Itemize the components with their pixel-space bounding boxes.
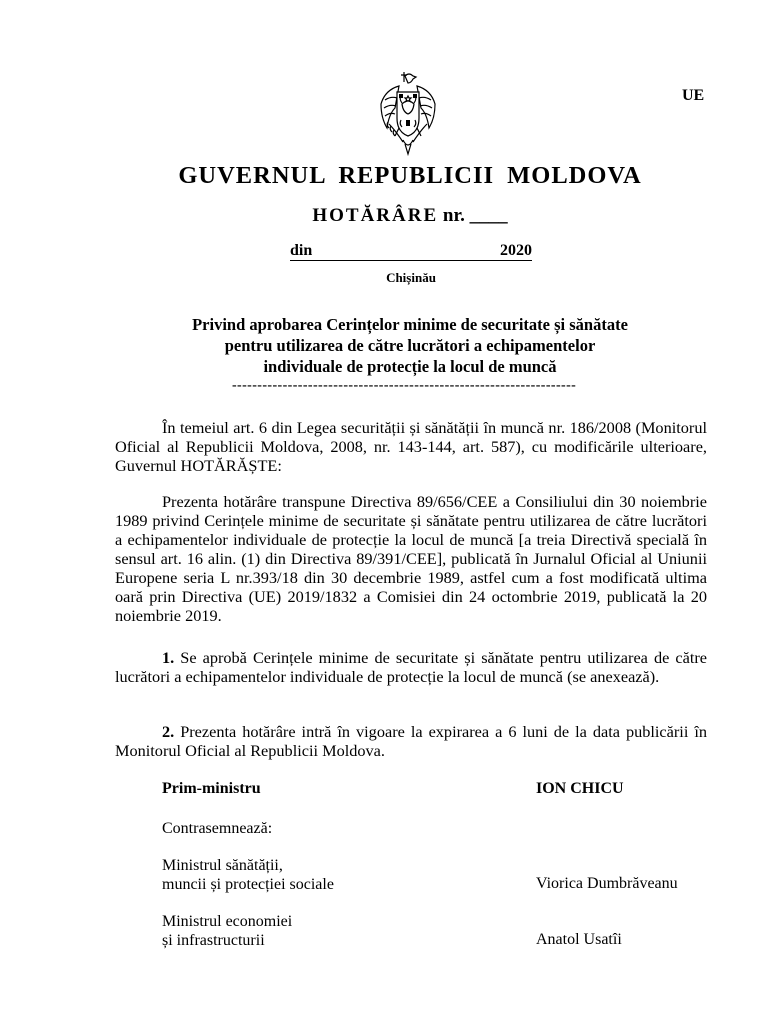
prime-minister-name: ION CHICU (536, 780, 624, 797)
paragraph-text: În temeiul art. 6 din Legea securității și sănătății în muncă nr. 186/2008 (Monitorul Oficial al Republicii Moldova, 2008, nr. 143-144, art. 587), cu modificările ulterioare, Guvernul HOTĂRĂȘTE: (115, 418, 707, 475)
minister-health-name: Viorica Dumbrăveanu (536, 875, 678, 892)
date-year: 2020 (500, 242, 532, 259)
decision-word: HOTĂRÂRE (312, 205, 439, 226)
subject-block (160, 314, 660, 377)
eu-tag: UE (682, 87, 705, 104)
subject-line: pentru utilizarea de către lucrători a echipamentelor (224, 336, 596, 355)
article-number: 2. (162, 722, 175, 741)
minister-health-title (162, 856, 334, 894)
minister-title-line: și infrastructurii (162, 932, 265, 949)
decision-number: nr. ____ (442, 205, 508, 226)
paragraph-text: Se aprobă Cerințele minime de securitate și sănătate pentru utilizarea de către lucrători a echipamentelor individuale de protecție la locul de muncă (se anexează). (115, 648, 707, 686)
article-number: 1. (162, 648, 175, 667)
article-1-paragraph (115, 648, 707, 686)
prime-minister-title: Prim-ministru (162, 780, 261, 797)
paragraph-text: Prezenta hotărâre intră în vigoare la expirarea a 6 luni de la data publicării în Monitorul Oficial al Republicii Moldova. (115, 722, 707, 760)
transposition-paragraph (115, 492, 707, 625)
minister-economy-title (162, 912, 292, 950)
subject-line: individuale de protecție la locul de muncă (263, 357, 557, 376)
date-prefix: din (290, 242, 313, 259)
decision-heading (0, 205, 768, 227)
minister-economy-name: Anatol Usatîi (536, 931, 622, 948)
preamble-paragraph (115, 418, 707, 475)
countersign-label: Contrasemnează: (162, 820, 273, 837)
paragraph-text: Prezenta hotărâre transpune Directiva 89/656/CEE a Consiliului din 30 noiembrie 1989 privind Cerințele minime de securitate și sănătate pentru utilizarea de către lucrători a echipamentelor individuale de protecție la locul de muncă [a treia Directivă specială în sensul art. 16 alin. (1) din Directiva 89/391/CEE], publicată în Jurnalul Oficial al Uniunii Europene seria L nr.393/18 din 30 decembrie 1989, astfel cum a fost modificată ultima oară prin Directiva (UE) 2019/1832 a Comisiei din 24 octombrie 2019, publicată la 20 noiembrie 2019. (115, 492, 707, 625)
subject-line: Privind aprobarea Cerințelor minime de securitate și sănătate (192, 315, 628, 334)
minister-title-line: Ministrul sănătății, (162, 857, 283, 874)
coat-of-arms-icon (375, 70, 441, 162)
minister-title-line: muncii și protecției sociale (162, 876, 334, 893)
government-title: GUVERNUL REPUBLICII MOLDOVA (178, 162, 642, 189)
city: Chișinău (386, 270, 436, 285)
minister-title-line: Ministrul economiei (162, 913, 293, 930)
article-2-paragraph (115, 722, 707, 760)
separator-line: -------------------------------------------------------------------- (232, 378, 577, 393)
date-line (290, 242, 532, 261)
